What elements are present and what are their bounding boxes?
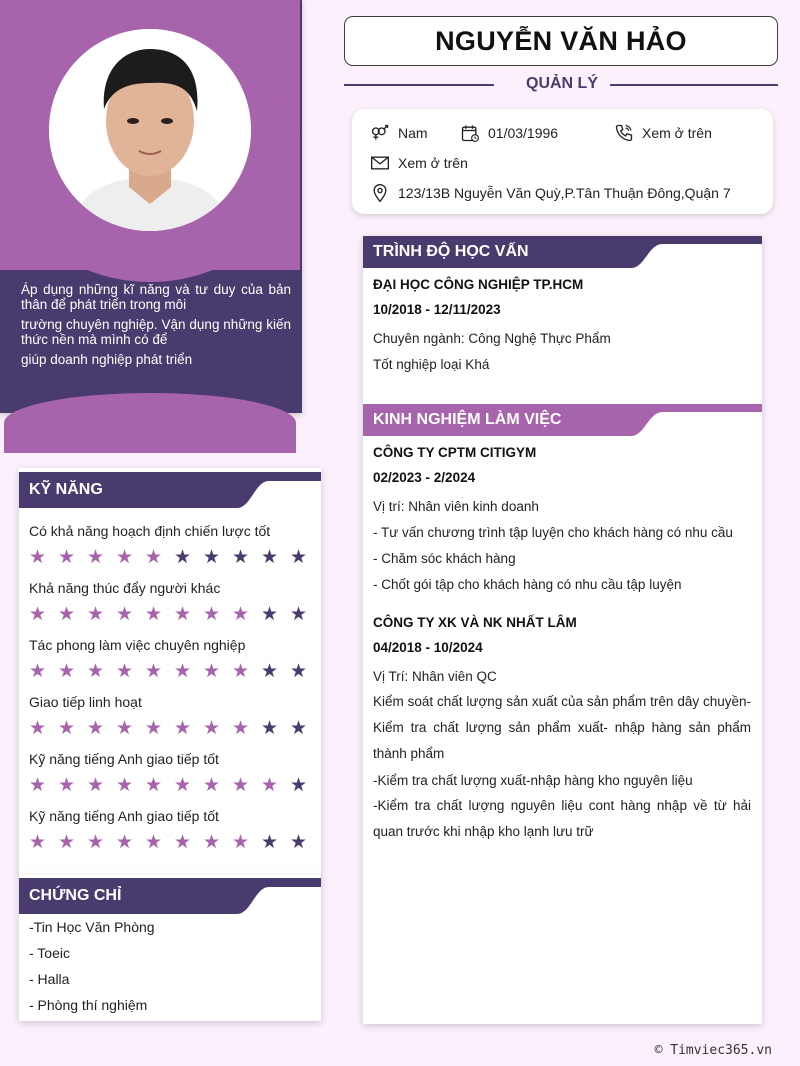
education-grade: Tốt nghiệp loại Khá [373, 357, 490, 372]
job-period: 02/2023 - 2/2024 [373, 470, 476, 485]
star-filled-icon: ★ [174, 775, 192, 796]
star-filled-icon: ★ [145, 661, 163, 682]
star-filled-icon: ★ [87, 604, 105, 625]
school-name: ĐẠI HỌC CÔNG NGHIỆP TP.HCM [373, 277, 584, 292]
address-item [370, 183, 731, 203]
skill-item [29, 808, 319, 853]
skill-item [29, 751, 319, 796]
skill-label: Kỹ năng tiếng Anh giao tiếp tốt [29, 751, 219, 767]
education-major: Chuyên ngành: Công Nghệ Thực Phẩm [373, 331, 611, 346]
divider [610, 84, 778, 86]
star-filled-icon: ★ [145, 775, 163, 796]
education-period: 10/2018 - 12/11/2023 [373, 302, 501, 317]
star-filled-icon: ★ [145, 547, 163, 568]
star-filled-icon: ★ [174, 832, 192, 853]
certificate-item: - Phòng thí nghiệm [29, 997, 148, 1013]
star-filled-icon: ★ [58, 775, 76, 796]
certificate-item: - Toeic [29, 945, 70, 961]
skill-rating [29, 662, 319, 682]
section-title: KINH NGHIỆM LÀM VIỆC [373, 411, 562, 428]
skill-label: Có khả năng hoạch định chiến lược tốt [29, 523, 271, 539]
star-filled-icon: ★ [29, 775, 47, 796]
star-filled-icon: ★ [145, 718, 163, 739]
star-empty-icon: ★ [203, 547, 221, 568]
skill-item [29, 637, 319, 682]
education-header [363, 236, 762, 266]
star-filled-icon: ★ [116, 775, 134, 796]
star-filled-icon: ★ [58, 604, 76, 625]
company-name: CÔNG TY CPTM CITIGYM [373, 445, 537, 460]
star-filled-icon: ★ [29, 832, 47, 853]
star-filled-icon: ★ [116, 604, 134, 625]
skill-label: Kỹ năng tiếng Anh giao tiếp tốt [29, 808, 219, 824]
star-filled-icon: ★ [87, 775, 105, 796]
skill-rating [29, 776, 319, 796]
section-title: KỸ NĂNG [29, 481, 103, 498]
star-empty-icon: ★ [290, 604, 308, 625]
job-position: Vị trí: Nhân viên kinh doanh [373, 499, 539, 514]
star-filled-icon: ★ [116, 832, 134, 853]
star-filled-icon: ★ [87, 661, 105, 682]
star-empty-icon: ★ [290, 832, 308, 853]
career-objective [21, 282, 291, 372]
star-empty-icon: ★ [232, 547, 250, 568]
company-name: CÔNG TY XK VÀ NK NHẤT LÂM [373, 615, 577, 630]
skill-rating [29, 548, 319, 568]
main-content [363, 236, 762, 1024]
star-filled-icon: ★ [174, 718, 192, 739]
skill-rating [29, 833, 319, 853]
skill-item [29, 523, 319, 568]
dob-value: 01/03/1996 [488, 125, 559, 141]
experience-header [363, 404, 762, 434]
job-duty: -Kiểm tra chất lượng xuất-nhập hàng kho nguyên liệu [373, 773, 693, 788]
star-filled-icon: ★ [29, 604, 47, 625]
job-duty: - Chăm sóc khách hàng [373, 551, 516, 566]
certificate-item: - Halla [29, 971, 70, 987]
star-filled-icon: ★ [87, 547, 105, 568]
star-filled-icon: ★ [203, 661, 221, 682]
star-filled-icon: ★ [87, 832, 105, 853]
star-filled-icon: ★ [232, 661, 250, 682]
calendar-icon [460, 123, 480, 143]
objective-line: giúp doanh nghiệp phát triển [21, 352, 193, 367]
job-duty: Kiểm soát chất lượng sản xuất của sản phẩm trên dây chuyền-Kiểm tra chất lượng sản phẩm xuất- nhập hàng sản phẩm thành phẩm [373, 694, 751, 761]
email-item [370, 153, 468, 173]
location-pin-icon [370, 183, 390, 203]
star-filled-icon: ★ [232, 604, 250, 625]
star-filled-icon: ★ [145, 832, 163, 853]
email-icon [370, 153, 390, 173]
contact-card [352, 109, 773, 214]
star-empty-icon: ★ [290, 661, 308, 682]
star-filled-icon: ★ [203, 775, 221, 796]
star-filled-icon: ★ [58, 661, 76, 682]
star-empty-icon: ★ [290, 718, 308, 739]
job-period: 04/2018 - 10/2024 [373, 640, 483, 655]
gender-item [370, 123, 428, 143]
star-empty-icon: ★ [261, 832, 279, 853]
star-empty-icon: ★ [290, 775, 308, 796]
star-empty-icon: ★ [261, 718, 279, 739]
footer-credit: © Timviec365.vn [654, 1043, 772, 1058]
star-filled-icon: ★ [116, 661, 134, 682]
star-filled-icon: ★ [174, 661, 192, 682]
skill-item [29, 694, 319, 739]
star-empty-icon: ★ [174, 547, 192, 568]
dob-item [460, 123, 558, 143]
section-header [19, 878, 321, 908]
skill-label: Khả năng thúc đẩy người khác [29, 580, 221, 596]
star-empty-icon: ★ [261, 547, 279, 568]
star-filled-icon: ★ [87, 718, 105, 739]
address-value: 123/13B Nguyễn Văn Quỳ,P.Tân Thuận Đông,Quận 7 [398, 185, 731, 201]
job-duty: - Chốt gói tập cho khách hàng có nhu cầu tập luyện [373, 577, 682, 592]
star-filled-icon: ★ [232, 718, 250, 739]
star-filled-icon: ★ [145, 604, 163, 625]
phone-icon [614, 123, 634, 143]
skills-section [19, 468, 321, 876]
star-empty-icon: ★ [261, 661, 279, 682]
skill-item [29, 580, 319, 625]
star-filled-icon: ★ [232, 832, 250, 853]
star-filled-icon: ★ [116, 718, 134, 739]
skill-label: Giao tiếp linh hoạt [29, 694, 142, 710]
objective-line: trường chuyên nghiệp. Vận dụng những kiến thức nền mà mình có để [21, 317, 291, 347]
star-filled-icon: ★ [58, 832, 76, 853]
section-title: TRÌNH ĐỘ HỌC VẤN [373, 243, 529, 260]
skill-label: Tác phong làm việc chuyên nghiệp [29, 637, 246, 653]
avatar [49, 29, 251, 231]
star-filled-icon: ★ [203, 832, 221, 853]
divider [344, 84, 494, 86]
objective-line: Áp dụng những kĩ năng và tư duy của bản thân để phát triển trong môi [21, 282, 291, 312]
star-filled-icon: ★ [116, 547, 134, 568]
name-box [344, 16, 778, 66]
star-filled-icon: ★ [58, 718, 76, 739]
star-filled-icon: ★ [203, 604, 221, 625]
star-filled-icon: ★ [29, 718, 47, 739]
star-filled-icon: ★ [29, 547, 47, 568]
job-duty: -Kiểm tra chất lượng nguyên liệu cont hàng nhập về từ hải quan trước khi nhập kho lạnh lưu trữ [373, 798, 751, 839]
job-position: Vị Trí: Nhân viên QC [373, 669, 497, 684]
gender-icon [370, 123, 390, 143]
skill-rating [29, 719, 319, 739]
phone-value: Xem ở trên [642, 125, 712, 141]
certificates-section [19, 875, 321, 1021]
star-filled-icon: ★ [174, 604, 192, 625]
job-title: QUẢN LÝ [526, 75, 598, 92]
star-filled-icon: ★ [29, 661, 47, 682]
star-empty-icon: ★ [261, 604, 279, 625]
email-value: Xem ở trên [398, 155, 468, 171]
star-filled-icon: ★ [261, 775, 279, 796]
star-filled-icon: ★ [203, 718, 221, 739]
certificate-item: -Tin Học Văn Phòng [29, 919, 155, 935]
section-header [19, 472, 321, 502]
full-name: NGUYỄN VĂN HẢO [435, 25, 687, 56]
phone-item [614, 123, 712, 143]
job-duty: - Tư vấn chương trình tập luyện cho khách hàng có nhu cầu [373, 525, 733, 540]
star-filled-icon: ★ [232, 775, 250, 796]
gender-value: Nam [398, 125, 428, 141]
star-empty-icon: ★ [290, 547, 308, 568]
skill-rating [29, 605, 319, 625]
star-filled-icon: ★ [58, 547, 76, 568]
section-title: CHỨNG CHỈ [29, 887, 122, 904]
